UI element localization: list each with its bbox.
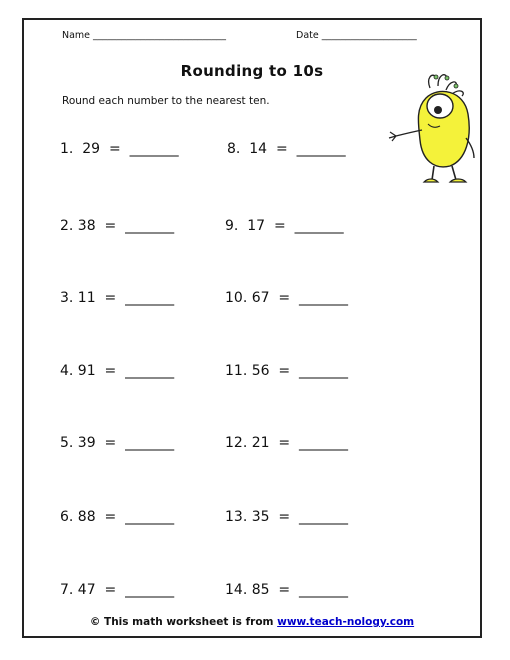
name-field: Name ____________________________ xyxy=(62,30,227,41)
date-field: Date ____________________ xyxy=(296,30,417,41)
problem-item: 13. 35 = _______ xyxy=(225,509,349,525)
footer-text: © This math worksheet is from xyxy=(89,616,278,628)
problem-item: 1. 29 = _______ xyxy=(60,141,179,157)
problem-item: 2. 38 = _______ xyxy=(60,218,175,234)
page-title: Rounding to 10s xyxy=(180,62,324,80)
problem-item: 14. 85 = _______ xyxy=(225,582,349,598)
problem-item: 11. 56 = _______ xyxy=(225,363,349,379)
problem-item: 12. 21 = _______ xyxy=(225,435,349,451)
problem-item: 4. 91 = _______ xyxy=(60,363,175,379)
problem-item: 6. 88 = _______ xyxy=(60,509,175,525)
footer-link[interactable]: www.teach-nology.com xyxy=(277,616,415,628)
problem-item: 8. 14 = _______ xyxy=(227,141,346,157)
problem-item: 3. 11 = _______ xyxy=(60,290,175,306)
footer-credit xyxy=(24,616,480,628)
worksheet-page xyxy=(22,18,482,638)
problem-item: 9. 17 = _______ xyxy=(225,218,344,234)
problem-item: 7. 47 = _______ xyxy=(60,582,175,598)
problem-item: 5. 39 = _______ xyxy=(60,435,175,451)
problem-item: 10. 67 = _______ xyxy=(225,290,349,306)
monster-illustration xyxy=(386,68,478,188)
instructions: Round each number to the nearest ten. xyxy=(62,95,270,107)
